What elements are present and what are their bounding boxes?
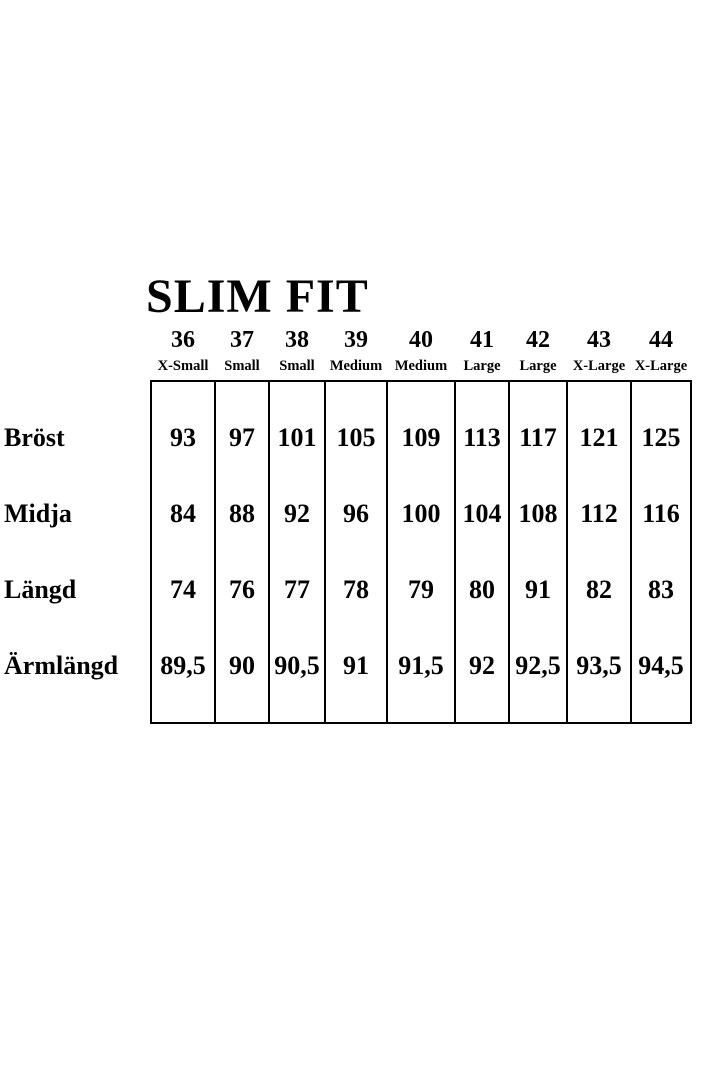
cell-armlangd-44: 94,5 [631,628,691,704]
size-number-42: 42 [526,326,550,353]
spacer-cell-42 [509,381,567,400]
table-header-names [0,355,691,381]
cell-armlangd-38: 90,5 [269,628,325,704]
table-bottom-border-row [0,704,691,723]
cell-midja-44: 116 [631,476,691,552]
spacer-label-cell [0,381,151,400]
cell-brost-37: 97 [215,400,269,476]
cell-midja-41: 104 [455,476,509,552]
size-name-41: Large [463,357,501,374]
size-name-38: Small [279,357,315,374]
cell-langd-44: 83 [631,552,691,628]
cell-langd-39: 78 [325,552,387,628]
spacer-cell-44 [631,381,691,400]
cell-midja-36: 84 [151,476,215,552]
size-number-41: 41 [470,326,494,353]
spacer-cell-43 [567,381,631,400]
cell-midja-38: 92 [269,476,325,552]
cell-brost-44: 125 [631,400,691,476]
row-label-midja: Midja [4,499,72,529]
spacer-cell-bottom-39 [325,704,387,723]
cell-brost-40: 109 [387,400,455,476]
size-name-42: Large [519,357,557,374]
cell-midja-37: 88 [215,476,269,552]
spacer-cell-bottom-37 [215,704,269,723]
spacer-cell-39 [325,381,387,400]
size-number-40: 40 [409,326,433,353]
cell-langd-41: 80 [455,552,509,628]
spacer-cell-bottom-41 [455,704,509,723]
cell-armlangd-39: 91 [325,628,387,704]
size-name-37: Small [224,357,260,374]
table-header-numbers [0,326,691,355]
table-row [0,628,691,704]
size-name-39: Medium [329,357,383,374]
size-number-37: 37 [230,326,254,353]
table-row [0,476,691,552]
row-label-armlangd: Ärmlängd [4,651,119,681]
spacer-cell-36 [151,381,215,400]
spacer-cell-bottom-38 [269,704,325,723]
spacer-cell-bottom-43 [567,704,631,723]
size-name-40: Medium [394,357,448,374]
spacer-cell-bottom-40 [387,704,455,723]
header-corner-2 [0,355,151,381]
cell-brost-43: 121 [567,400,631,476]
size-name-43: X-Large [572,357,626,374]
size-number-43: 43 [587,326,611,353]
cell-midja-42: 108 [509,476,567,552]
cell-armlangd-41: 92 [455,628,509,704]
header-corner [0,326,151,355]
size-number-36: 36 [171,326,195,353]
cell-langd-40: 79 [387,552,455,628]
cell-armlangd-36: 89,5 [151,628,215,704]
cell-armlangd-42: 92,5 [509,628,567,704]
page-title: SLIM FIT [146,270,369,323]
cell-brost-42: 117 [509,400,567,476]
spacer-cell-bottom-42 [509,704,567,723]
cell-midja-40: 100 [387,476,455,552]
cell-armlangd-37: 90 [215,628,269,704]
spacer-cell-41 [455,381,509,400]
cell-langd-38: 77 [269,552,325,628]
cell-langd-42: 91 [509,552,567,628]
cell-midja-43: 112 [567,476,631,552]
cell-armlangd-40: 91,5 [387,628,455,704]
table-row [0,552,691,628]
cell-brost-39: 105 [325,400,387,476]
spacer-label-cell-bottom [0,704,151,723]
spacer-cell-37 [215,381,269,400]
size-chart-table [0,326,692,724]
spacer-cell-bottom-36 [151,704,215,723]
size-name-44: X-Large [634,357,688,374]
cell-langd-36: 74 [151,552,215,628]
cell-langd-37: 76 [215,552,269,628]
spacer-cell-bottom-44 [631,704,691,723]
cell-armlangd-43: 93,5 [567,628,631,704]
cell-brost-38: 101 [269,400,325,476]
row-label-brost: Bröst [4,423,65,453]
cell-brost-36: 93 [151,400,215,476]
cell-midja-39: 96 [325,476,387,552]
size-number-39: 39 [344,326,368,353]
size-name-36: X-Small [157,357,209,374]
cell-langd-43: 82 [567,552,631,628]
row-label-langd: Längd [4,575,77,605]
spacer-cell-40 [387,381,455,400]
size-number-38: 38 [285,326,309,353]
size-chart [0,272,720,724]
cell-brost-41: 113 [455,400,509,476]
table-top-border-row [0,381,691,400]
spacer-cell-38 [269,381,325,400]
table-row [0,400,691,476]
size-number-44: 44 [649,326,673,353]
